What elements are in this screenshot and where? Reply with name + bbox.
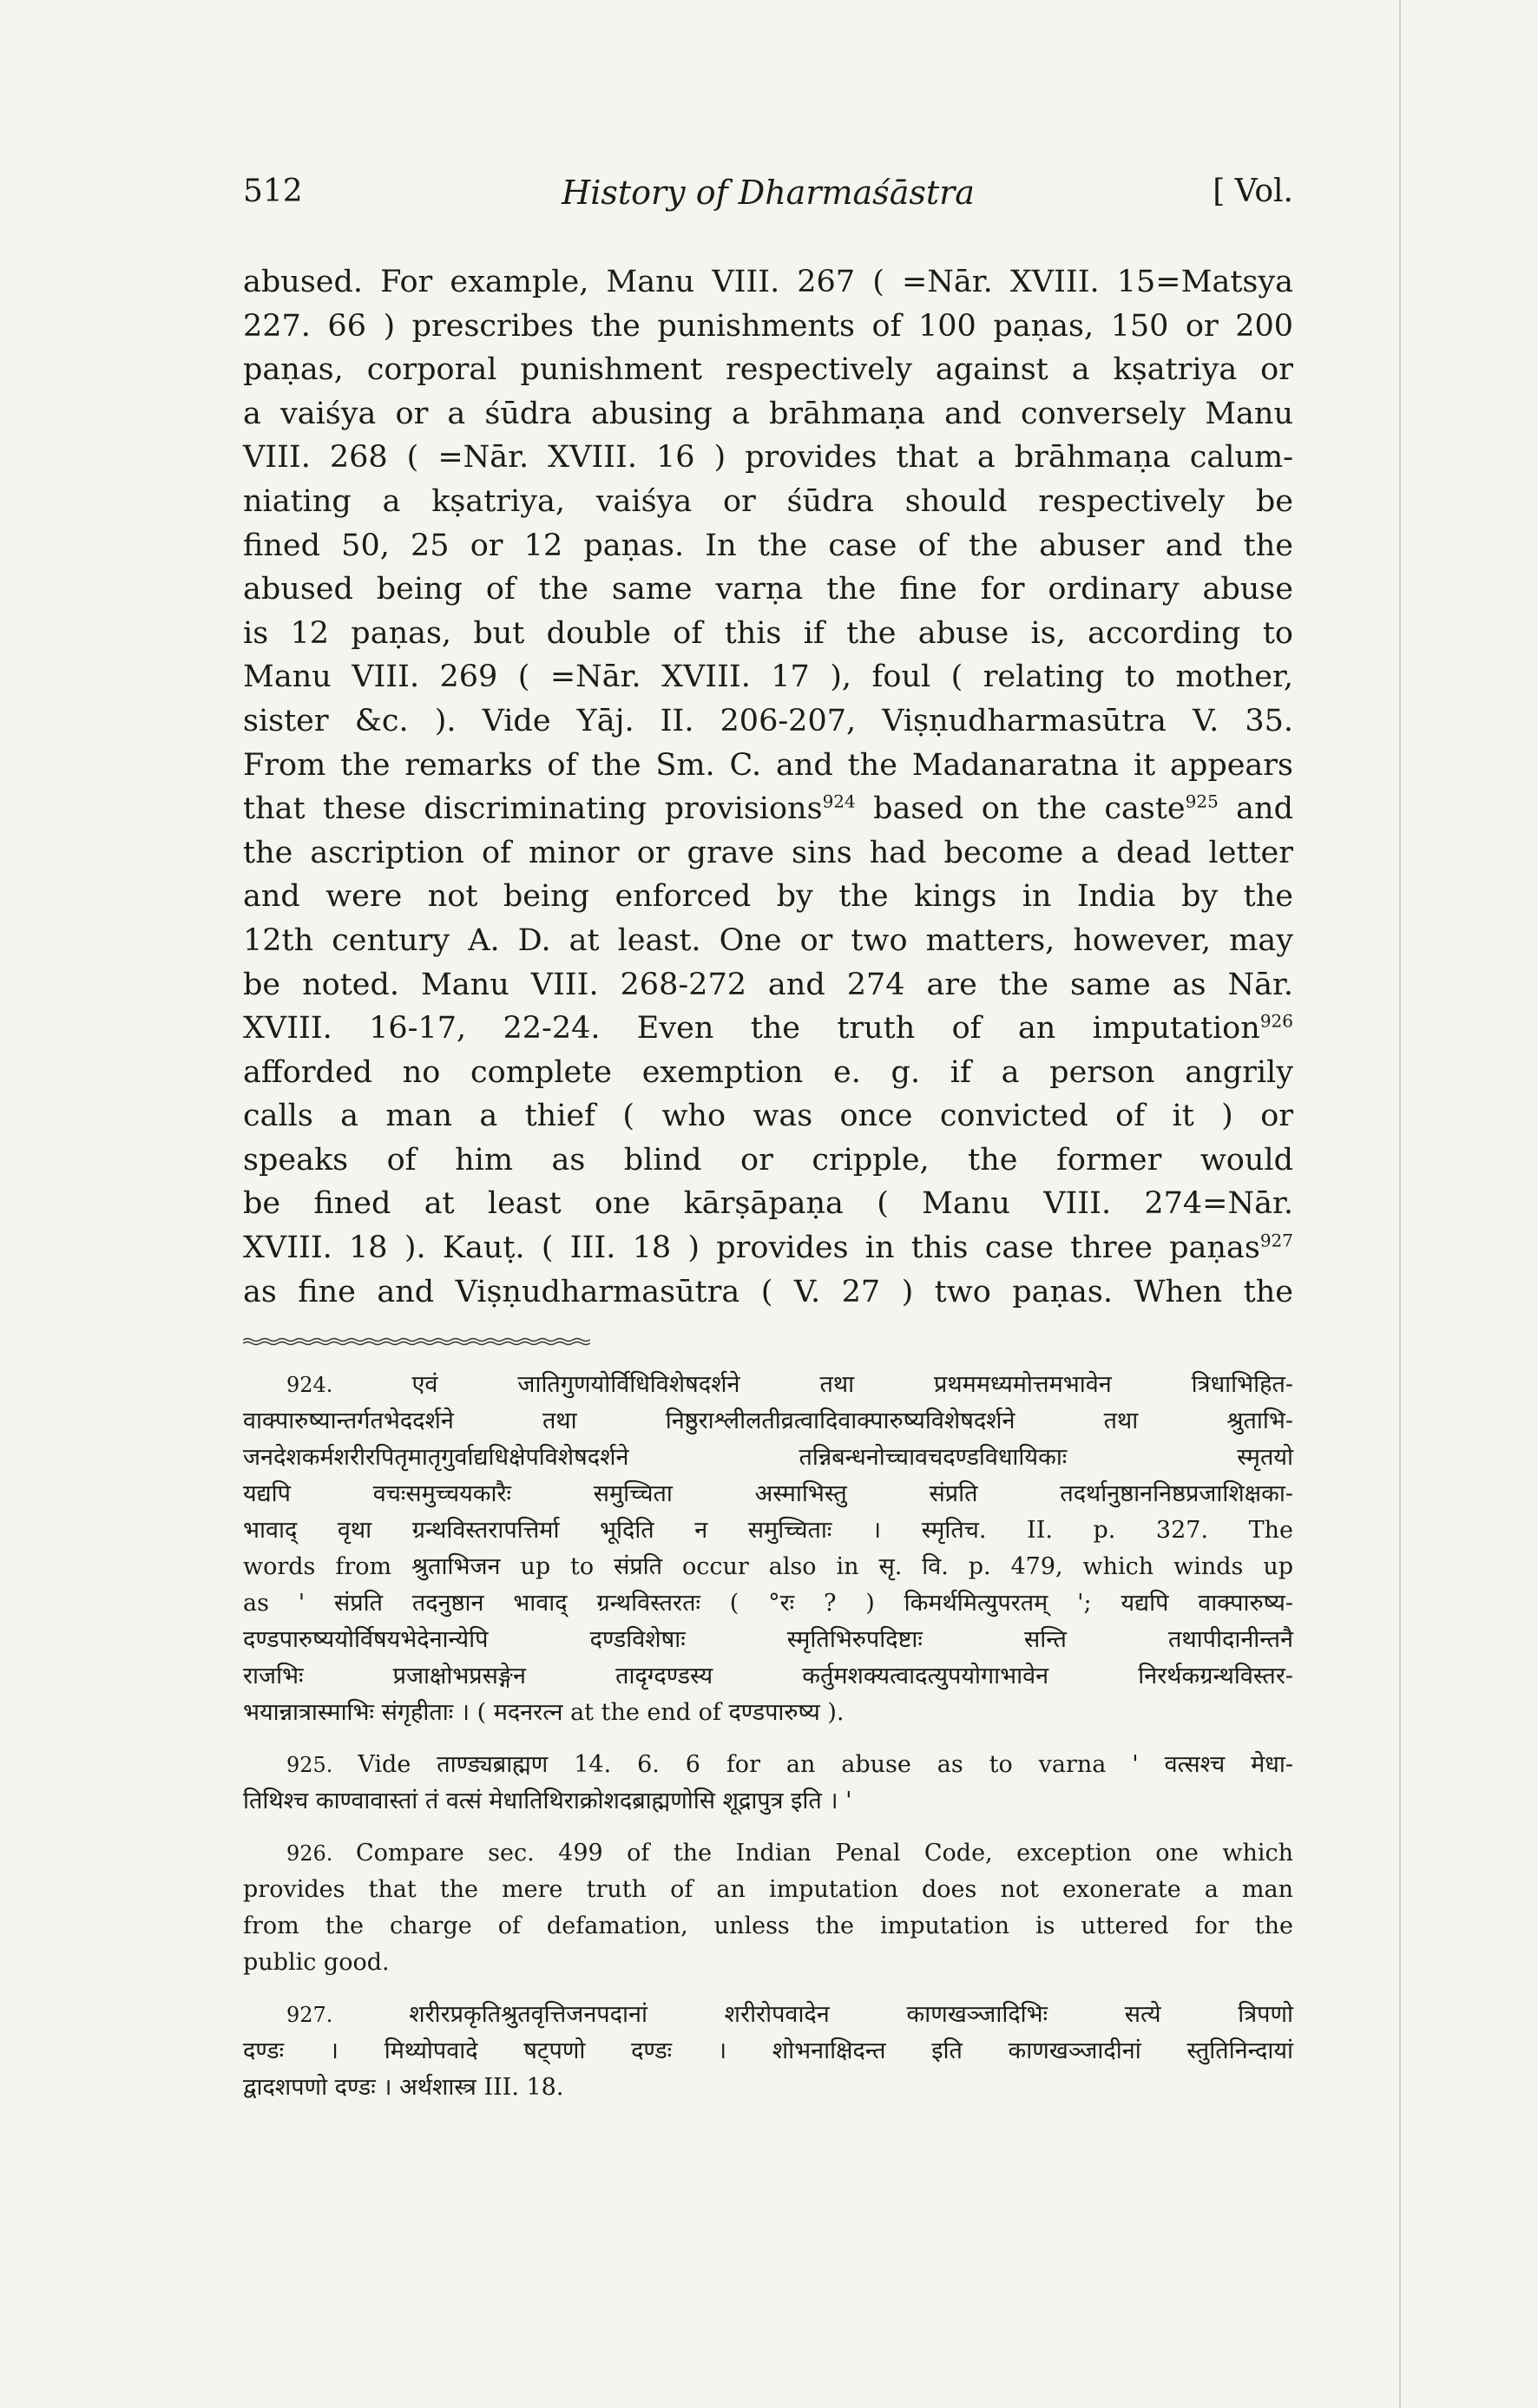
volume-mark: [ Vol. <box>1213 174 1293 209</box>
page-edge-line <box>1399 0 1401 2408</box>
page-number: 512 <box>243 174 303 209</box>
body-line: Manu VIII. 269 ( =Nār. XVIII. 17 ), foul ( relating to mother, <box>243 659 1293 695</box>
body-line: that these discriminating provisions$^{924}$ based on the caste$^{925}$ and <box>243 791 1293 827</box>
body-line: abused. For example, Manu VIII. 267 ( =Nār. XVIII. 15=Matsya <box>243 265 1293 299</box>
footnote-line: दण्डपारुष्ययोर्विषयभेदेनान्येपि दण्डविशेषाः स्मृतिभिरुपदिष्टाः सन्ति तथापीदानीन्तनै <box>243 1626 1293 1653</box>
footnote-divider <box>243 1337 590 1346</box>
footnote-number: 927. <box>286 2003 410 2027</box>
footnote <box>243 1835 1293 1981</box>
footnote-ref: 924 <box>822 791 856 812</box>
body-line: the ascription of minor or grave sins had become a dead letter <box>243 835 1293 870</box>
body-line: and were not being enforced by the kings in India by the <box>243 879 1293 915</box>
body-line: 227. 66 ) prescribes the punishments of 100 paṇas, 150 or 200 <box>243 308 1293 344</box>
footnote-line: यद्यपि वचःसमुच्चयकारैः समुच्चिता अस्माभिस्तु संप्रति तदर्थानुष्ठाननिष्ठप्रजाशिक्षका- <box>243 1480 1293 1507</box>
body-line: as fine and Viṣṇudharmasūtra ( V. 27 ) two paṇas. When the <box>243 1274 1293 1309</box>
footnote-line: from the charge of defamation, unless the imputation is uttered for the <box>243 1913 1293 1939</box>
footnote-line: 926. Compare sec. 499 of the Indian Penal Code, exception one which <box>286 1840 1293 1867</box>
footnote <box>243 1747 1293 1820</box>
footnote-line: दण्डः । मिथ्योपवादे षट्पणो दण्डः । शोभनाक्षिदन्त इति काणखञ्जादीनां स्तुतिनिन्दायां <box>243 2037 1293 2064</box>
body-line: abused being of the same varṇa the fine for ordinary abuse <box>243 572 1293 607</box>
body-line: calls a man a thief ( who was once convicted of it ) or <box>243 1099 1293 1134</box>
body-line: be noted. Manu VIII. 268-272 and 274 are the same as Nār. <box>243 967 1293 1002</box>
footnote-number: 925. <box>286 1753 358 1777</box>
footnote-ref: 926 <box>1259 1010 1293 1032</box>
body-line: XVIII. 16-17, 22-24. Even the truth of an imputation$^{926}$ <box>243 1010 1293 1047</box>
body-line: sister &c. ). Vide Yāj. II. 206-207, Viṣṇudharmasūtra V. 35. <box>243 703 1293 738</box>
footnote-line: तिथिश्च काण्वावास्तां तं वत्सं मेधातिथिराक्रोशदब्राह्मणोसि शूद्रापुत्र इति । ' <box>243 1788 852 1814</box>
footnote-line: द्वादशपणो दण्डः । अर्थशास्त्र III. 18. <box>243 2074 564 2101</box>
body-line: niating a kṣatriya, vaiśya or śūdra should respectively be <box>243 483 1293 519</box>
footnote-number: 926. <box>286 1841 356 1866</box>
body-line: is 12 paṇas, but double of this if the abuse is, according to <box>243 615 1293 651</box>
body-line: VIII. 268 ( =Nār. XVIII. 16 ) provides that a brāhmaṇa calum- <box>243 440 1293 476</box>
footnote-line: वाक्पारुष्यान्तर्गतभेददर्शने तथा निष्ठुराश्लीलतीव्रत्वादिवाक्पारुष्यविशेषदर्शने तथा श्रुताभि- <box>243 1407 1293 1434</box>
body-line: From the remarks of the Sm. C. and the Madanaratna it appears <box>243 747 1293 783</box>
body-line: afforded no complete exemption e. g. if a person angrily <box>243 1054 1293 1090</box>
body-line: be fined at least one kārṣāpaṇa ( Manu VIII. 274=Nār. <box>243 1186 1293 1222</box>
footnotes <box>243 1367 1293 2122</box>
body-line: paṇas, corporal punishment respectively against a kṣatriya or <box>243 352 1293 388</box>
footnote-line: जनदेशकर्मशरीरपितृमातृगुर्वाद्यधिक्षेपविशेषदर्शने तन्निबन्धनोच्चावचदण्डविधायिकाः स्मृतयो <box>243 1444 1293 1471</box>
body-line: speaks of him as blind or cripple, the former would <box>243 1142 1293 1178</box>
footnote-line: provides that the mere truth of an imputation does not exonerate a man <box>243 1876 1293 1903</box>
footnote-line: 927. शरीरप्रकृतिश्रुतवृत्तिजनपदानां शरीरोपवादेन काणखञ्जादिभिः सत्ये त्रिपणो <box>286 2001 1293 2028</box>
footnote-line: 924. एवं जातिगुणयोर्विधिविशेषदर्शने तथा प्रथममध्यमोत्तमभावेन त्रिधाभिहित- <box>286 1371 1293 1398</box>
footnote-line: as ' संप्रति तदनुष्ठान भावाद् ग्रन्थविस्तरतः ( °रः ? ) किमर्थमित्युपरतम् '; यद्यपि वाक्पारुष्य- <box>243 1590 1293 1617</box>
footnote-line: भावाद् वृथा ग्रन्थविस्तरापत्तिर्मा भूदिति न समुच्चिताः । स्मृतिच. II. p. 327. The <box>243 1517 1293 1544</box>
body-line: fined 50, 25 or 12 paṇas. In the case of the abuser and the <box>243 528 1293 563</box>
footnote-line: 925. Vide ताण्ड्यब्राह्मण 14. 6. 6 for an abuse as to varna ' वत्सश्च मेधा- <box>286 1751 1293 1778</box>
footnote-line: words from श्रुताभिजन up to संप्रति occur also in सृ. वि. p. 479, which winds up <box>243 1553 1293 1580</box>
page-header <box>243 174 1293 226</box>
footnote-line: public good. <box>243 1949 390 1976</box>
footnote-line: भयान्नात्रास्माभिः संगृहीताः । ( मदनरत्न at the end of दण्डपारुष्य ). <box>243 1699 845 1726</box>
footnote-ref: 925 <box>1185 791 1219 812</box>
body-line: 12th century A. D. at least. One or two matters, however, may <box>243 922 1293 958</box>
footnote <box>243 1997 1293 2106</box>
footnote <box>243 1367 1293 1731</box>
body-line: XVIII. 18 ). Kauṭ. ( III. 18 ) provides in this case three paṇas$^{927}$ <box>243 1230 1293 1266</box>
body-line: a vaiśya or a śūdra abusing a brāhmaṇa and conversely Manu <box>243 396 1293 431</box>
main-text <box>243 260 1293 1314</box>
running-title: History of Dharmaśāstra <box>562 174 975 212</box>
footnote-ref: 927 <box>1259 1230 1293 1251</box>
footnote-line: राजभिः प्रजाक्षोभप्रसङ्गेन तादृग्दण्डस्य कर्तुमशक्यत्वादत्युपयोगाभावेन निरर्थकग्रन्थविस्तर- <box>243 1663 1293 1690</box>
footnote-number: 924. <box>286 1373 412 1397</box>
